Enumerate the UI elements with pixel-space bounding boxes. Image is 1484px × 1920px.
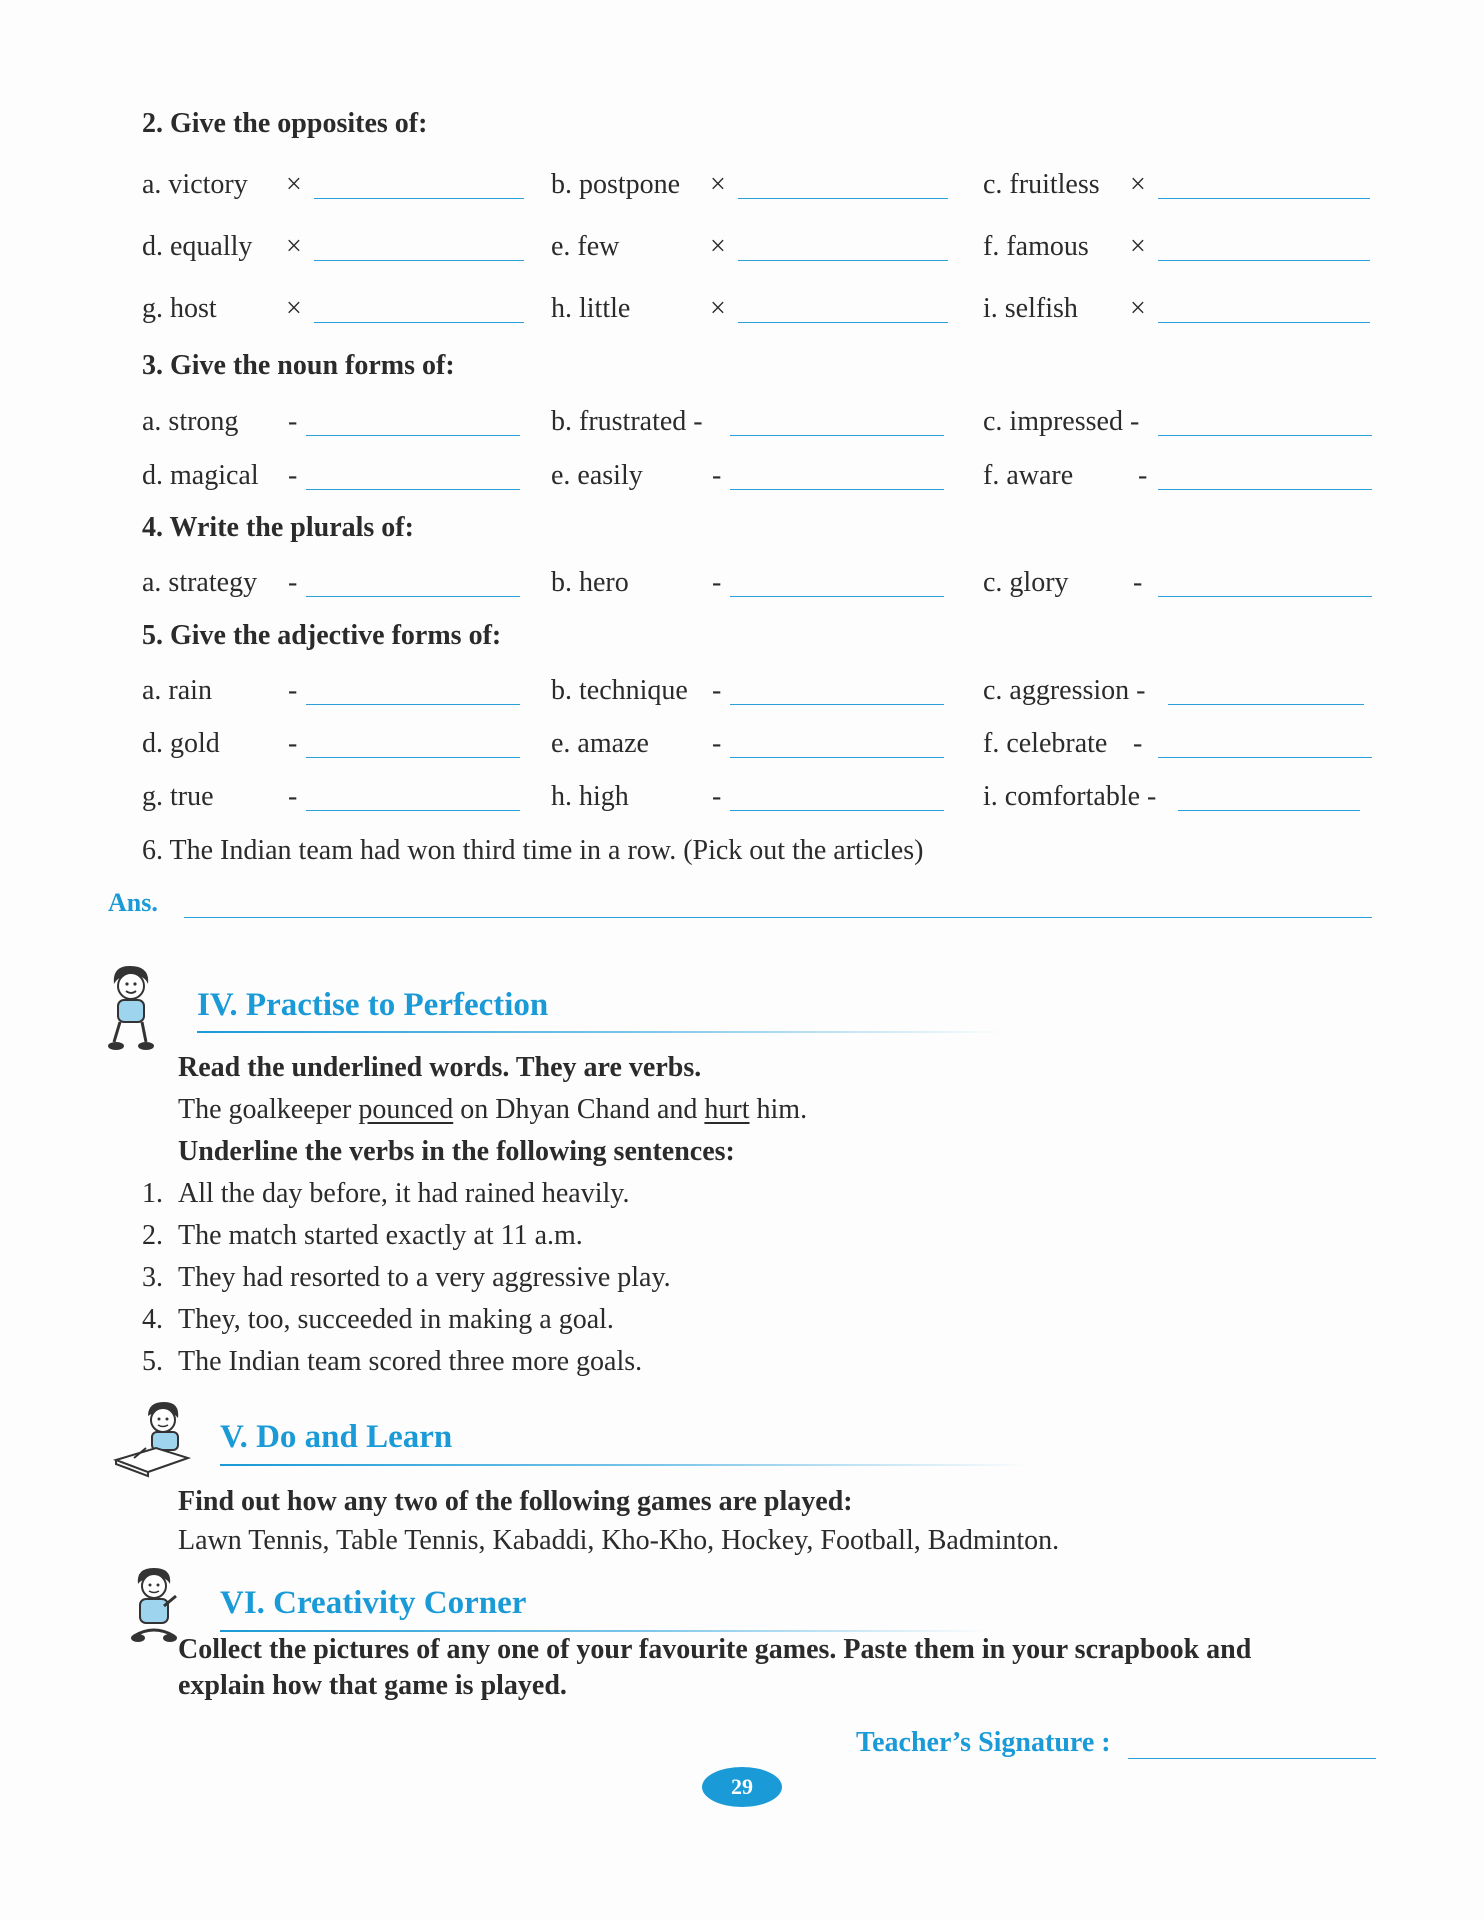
dash: - [1138, 460, 1148, 491]
q4-item-a: a. strategy [142, 567, 258, 598]
sentence-number: 3. [142, 1262, 163, 1293]
games-list: Lawn Tennis, Table Tennis, Kabaddi, Kho-Kho, Hockey, Football, Badminton. [178, 1525, 1060, 1556]
sentence-text: The match started exactly at 11 a.m. [178, 1220, 583, 1251]
answer-blank[interactable] [306, 489, 520, 490]
underlined-verb: hurt [704, 1094, 750, 1125]
q5-item-e: e. amaze [551, 728, 649, 759]
q5-item-f: f. celebrate [983, 728, 1108, 759]
q5-item-c: c. aggression - [983, 675, 1146, 706]
answer-blank[interactable] [1178, 810, 1360, 811]
q2-item-d: d. equally [142, 231, 253, 262]
page-number: 29 [702, 1767, 782, 1807]
example-sentence: The goalkeeper pounced on Dhyan Chand and hurt him. [178, 1094, 808, 1125]
answer-blank[interactable] [738, 322, 948, 323]
dash: - [712, 728, 722, 759]
dash: - [288, 728, 298, 759]
answer-blank[interactable] [1158, 322, 1370, 323]
q2-item-f: f. famous [983, 231, 1089, 262]
answer-blank[interactable] [1158, 757, 1372, 758]
dash: - [1133, 728, 1143, 759]
section-v-title: V. Do and Learn [220, 1419, 453, 1455]
answer-blank[interactable] [730, 489, 944, 490]
q2-item-c: c. fruitless [983, 169, 1100, 200]
q2-item-g: g. host [142, 293, 217, 324]
q3-item-c: c. impressed - [983, 406, 1140, 437]
dash: - [288, 406, 298, 437]
answer-blank[interactable] [314, 322, 524, 323]
q5-heading: 5. Give the adjective forms of: [142, 620, 502, 651]
sentence-text: All the day before, it had rained heavily. [178, 1178, 630, 1209]
boy-crafting-icon [128, 1566, 180, 1644]
sentence-number: 1. [142, 1178, 163, 1209]
signature-line[interactable] [1128, 1758, 1376, 1759]
sentence-text: The Indian team scored three more goals. [178, 1346, 643, 1377]
boy-mascot-icon [104, 962, 156, 1054]
sentence-number: 2. [142, 1220, 163, 1251]
opposite-symbol: × [1130, 231, 1146, 262]
answer-label: Ans. [108, 888, 158, 917]
answer-blank[interactable] [1168, 704, 1364, 705]
opposite-symbol: × [1130, 293, 1146, 324]
answer-blank[interactable] [306, 435, 520, 436]
answer-blank[interactable] [730, 757, 944, 758]
dash: - [712, 675, 722, 706]
answer-blank[interactable] [730, 435, 944, 436]
answer-blank[interactable] [730, 704, 944, 705]
q5-item-a: a. rain [142, 675, 212, 706]
answer-blank[interactable] [1158, 260, 1370, 261]
underlined-verb: pounced [358, 1094, 454, 1125]
answer-line[interactable] [184, 917, 1372, 918]
answer-blank[interactable] [1158, 489, 1372, 490]
section-vi-rule [220, 1630, 990, 1632]
dash: - [712, 567, 722, 598]
answer-blank[interactable] [1158, 596, 1372, 597]
teacher-signature-label: Teacher’s Signature : [856, 1727, 1111, 1758]
q2-item-h: h. little [551, 293, 631, 324]
answer-blank[interactable] [730, 596, 944, 597]
q3-item-e: e. easily [551, 460, 643, 491]
answer-blank[interactable] [1158, 198, 1370, 199]
q3-item-b: b. frustrated - [551, 406, 703, 437]
opposite-symbol: × [286, 293, 302, 324]
q3-item-f: f. aware [983, 460, 1074, 491]
dash: - [288, 675, 298, 706]
section-iv-rule [197, 1031, 1007, 1033]
q5-item-d: d. gold [142, 728, 220, 759]
dash: - [288, 567, 298, 598]
section-iv-instruction-2: Underline the verbs in the following sentences: [178, 1136, 735, 1167]
dash: - [288, 460, 298, 491]
answer-blank[interactable] [1158, 435, 1372, 436]
q6-question: 6. The Indian team had won third time in a row. (Pick out the articles) [142, 835, 924, 866]
q5-item-b: b. technique [551, 675, 688, 706]
sentence-text: They had resorted to a very aggressive play. [178, 1262, 671, 1293]
q2-item-b: b. postpone [551, 169, 681, 200]
dash: - [712, 460, 722, 491]
answer-blank[interactable] [738, 260, 948, 261]
q3-item-a: a. strong [142, 406, 239, 437]
section-vi-text-line-1: Collect the pictures of any one of your favourite games. Paste them in your scrapbook and [178, 1634, 1252, 1665]
q4-item-c: c. glory [983, 567, 1069, 598]
sentence-number: 4. [142, 1304, 163, 1335]
answer-blank[interactable] [730, 810, 944, 811]
answer-blank[interactable] [314, 260, 524, 261]
opposite-symbol: × [1130, 169, 1146, 200]
answer-blank[interactable] [306, 596, 520, 597]
q4-item-b: b. hero [551, 567, 629, 598]
section-vi-text-line-2: explain how that game is played. [178, 1670, 567, 1701]
answer-blank[interactable] [306, 757, 520, 758]
opposite-symbol: × [710, 169, 726, 200]
boy-writing-icon [112, 1400, 194, 1478]
section-vi-title: VI. Creativity Corner [220, 1585, 527, 1621]
q2-item-a: a. victory [142, 169, 248, 200]
dash: - [1133, 567, 1143, 598]
dash: - [712, 781, 722, 812]
answer-blank[interactable] [306, 810, 520, 811]
q5-item-g: g. true [142, 781, 214, 812]
sentence-number: 5. [142, 1346, 163, 1377]
q2-item-e: e. few [551, 231, 620, 262]
q4-heading: 4. Write the plurals of: [142, 512, 414, 543]
section-v-instruction: Find out how any two of the following games are played: [178, 1486, 853, 1517]
q2-heading: 2. Give the opposites of: [142, 108, 428, 139]
answer-blank[interactable] [314, 198, 524, 199]
section-iv-title: IV. Practise to Perfection [197, 987, 549, 1023]
q5-item-i: i. comfortable - [983, 781, 1157, 812]
opposite-symbol: × [710, 293, 726, 324]
sentence-text: They, too, succeeded in making a goal. [178, 1304, 614, 1335]
opposite-symbol: × [286, 231, 302, 262]
answer-blank[interactable] [738, 198, 948, 199]
opposite-symbol: × [286, 169, 302, 200]
opposite-symbol: × [710, 231, 726, 262]
section-iv-instruction-1: Read the underlined words. They are verbs. [178, 1052, 702, 1083]
answer-blank[interactable] [306, 704, 520, 705]
q2-item-i: i. selfish [983, 293, 1078, 324]
q5-item-h: h. high [551, 781, 629, 812]
dash: - [288, 781, 298, 812]
section-v-rule [220, 1464, 1030, 1466]
q3-heading: 3. Give the noun forms of: [142, 350, 455, 381]
q3-item-d: d. magical [142, 460, 259, 491]
